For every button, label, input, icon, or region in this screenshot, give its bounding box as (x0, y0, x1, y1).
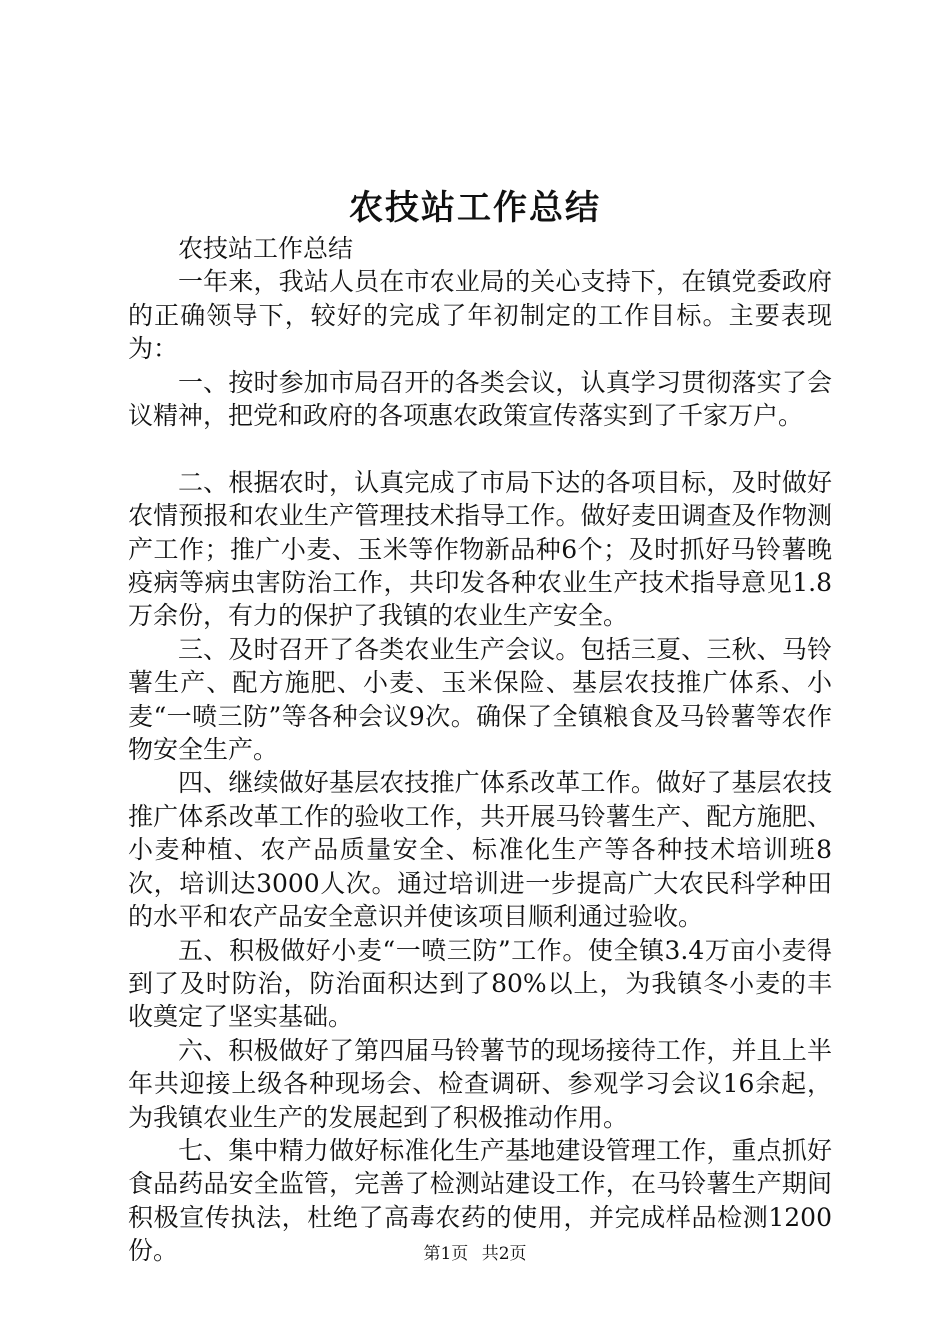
paragraph-item-2: 二、根据农时，认真完成了市局下达的各项目标，及时做好农情预报和农业生产管理技术指导工作。做好麦田调查及作物测产工作；推广小麦、玉米等作物新品种6个；及时抓好马铃薯晚疫病等病虫害防治工作，共印发各种农业生产技术指导意见1.8万余份，有力的保护了我镇的农业生产安全。 (128, 467, 832, 631)
paragraph-intro: 一年来，我站人员在市农业局的关心支持下，在镇党委政府的正确领导下，较好的完成了年初制定的工作目标。主要表现为： (128, 267, 832, 364)
paragraph-item-7: 七、集中精力做好标准化生产基地建设管理工作，重点抓好食品药品安全监管，完善了检测站建设工作，在马铃薯生产期间积极宣传执法，杜绝了高毒农药的使用，并完成样品检测1200份。 (128, 1135, 832, 1266)
paragraph-subtitle: 农技站工作总结 (178, 234, 354, 263)
document-body (128, 232, 832, 1268)
paragraph-item-4: 四、继续做好基层农技推广体系改革工作。做好了基层农技推广体系改革工作的验收工作，共开展马铃薯生产、配方施肥、小麦种植、农产品质量安全、标准化生产等各种技术培训班8次，培训达3000人次。通过培训进一步提高广大农民科学种田的水平和农产品安全意识并使该项目顺利通过验收。 (128, 768, 832, 932)
paragraph-item-5: 五、积极做好小麦“一喷三防”工作。使全镇3.4万亩小麦得到了及时防治，防治面积达到了80%以上，为我镇冬小麦的丰收奠定了坚实基础。 (128, 935, 832, 1032)
paragraph-item-3: 三、及时召开了各类农业生产会议。包括三夏、三秋、马铃薯生产、配方施肥、小麦、玉米保险、基层农技推广体系、小麦“一喷三防”等各种会议9次。确保了全镇粮食及马铃薯等农作物安全生产。 (128, 634, 832, 765)
page-footer (0, 1243, 950, 1265)
page-total: 共2页 (481, 1244, 527, 1264)
paragraph-item-6: 六、积极做好了第四届马铃薯节的现场接待工作，并且上半年共迎接上级各种现场会、检查调研、参观学习会议16余起，为我镇农业生产的发展起到了积极推动作用。 (128, 1035, 832, 1132)
document-title: 农技站工作总结 (349, 188, 601, 228)
paragraph-item-1: 一、按时参加市局召开的各类会议，认真学习贯彻落实了会议精神，把党和政府的各项惠农政策宣传落实到了千家万户。 (128, 367, 832, 431)
page-number: 第1页 (423, 1244, 469, 1264)
